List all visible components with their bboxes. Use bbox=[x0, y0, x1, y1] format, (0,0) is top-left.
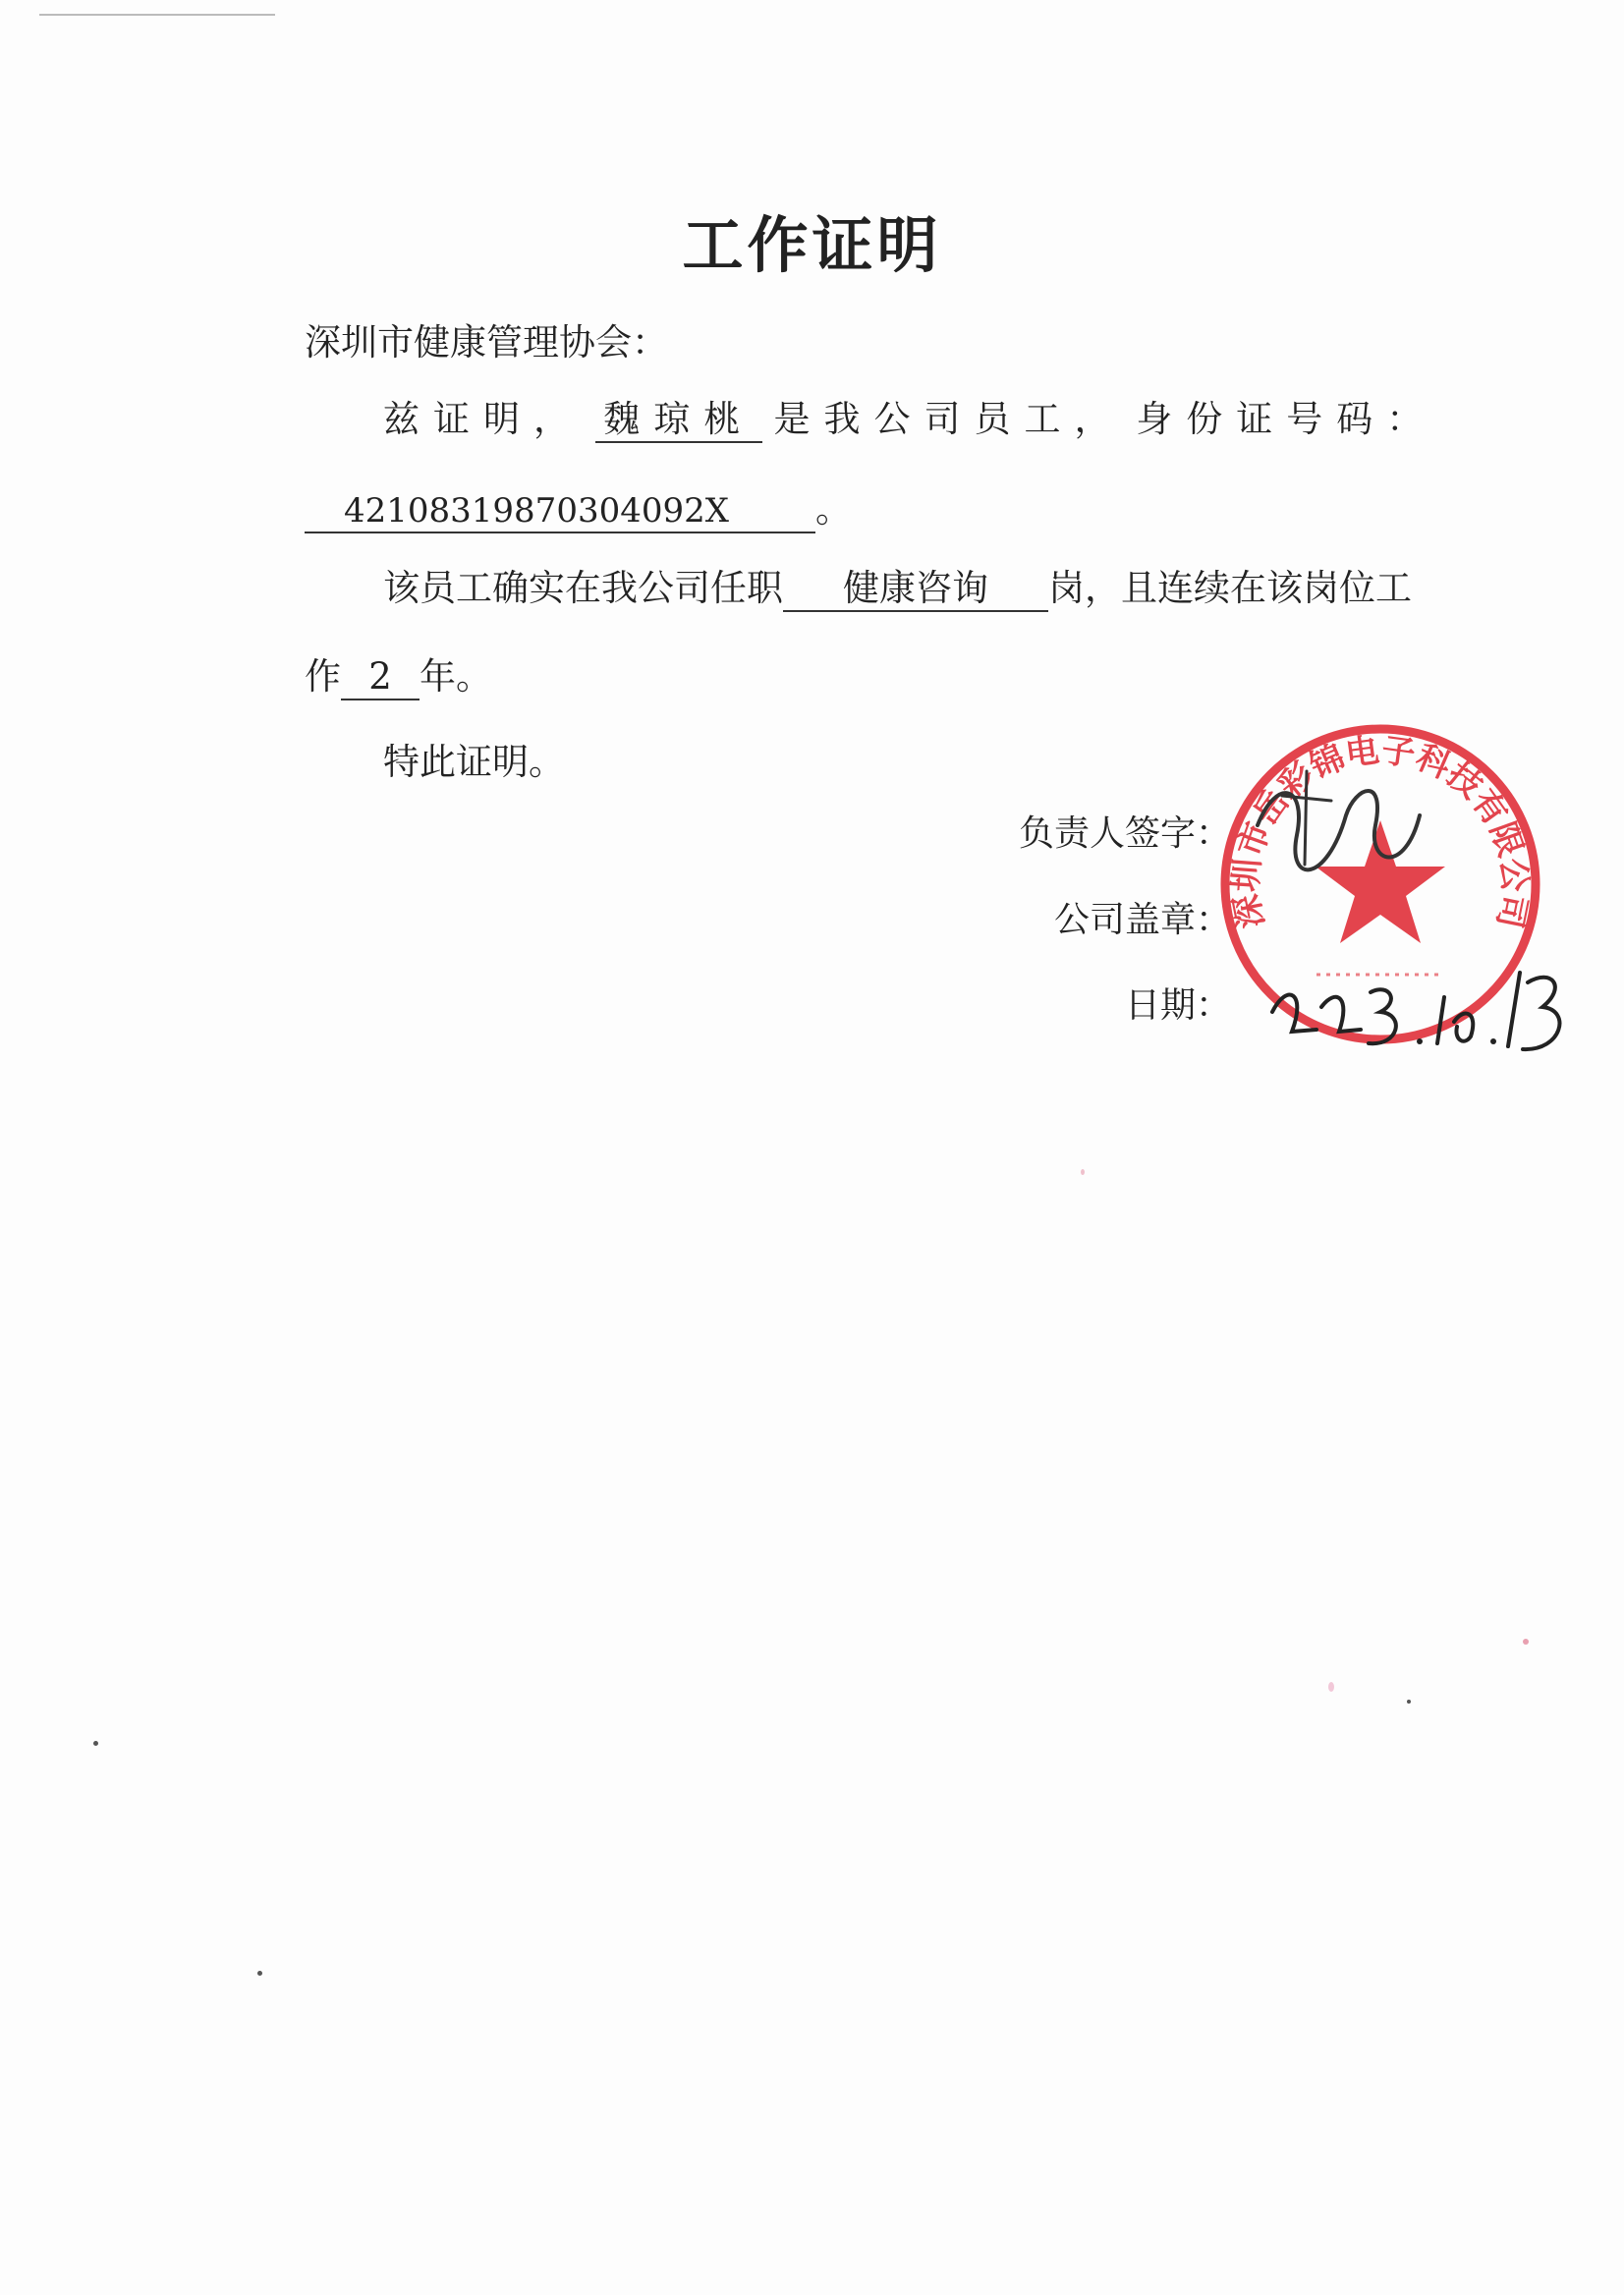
addressee: 深圳市健康管理协会： bbox=[305, 321, 668, 364]
date-label: 日期： bbox=[1124, 985, 1231, 1026]
paragraph-2 bbox=[383, 558, 1412, 612]
paragraph-3 bbox=[305, 646, 492, 700]
employee-name: 魏琼桃 bbox=[595, 398, 762, 443]
scan-speck bbox=[1407, 1700, 1411, 1704]
para3-suffix: 年。 bbox=[420, 655, 492, 698]
para1-middle: 是我公司员工， bbox=[773, 398, 1125, 440]
scan-speck bbox=[1328, 1682, 1334, 1692]
scan-speck bbox=[257, 1971, 262, 1976]
scan-speck bbox=[1081, 1169, 1085, 1175]
id-number: 42108319870304092X bbox=[305, 491, 815, 533]
id-end: 。 bbox=[815, 488, 852, 531]
closing: 特此证明。 bbox=[383, 741, 565, 783]
scan-artifact-line bbox=[39, 14, 275, 16]
scan-speck bbox=[1523, 1639, 1529, 1645]
scan-speck bbox=[93, 1741, 98, 1746]
handwritten-signature-icon bbox=[1238, 756, 1434, 914]
para3-prefix: 作 bbox=[305, 655, 341, 698]
paragraph-1 bbox=[383, 389, 1436, 443]
para1-prefix: 兹证明， bbox=[383, 398, 584, 440]
signature-label: 负责人签字： bbox=[1018, 813, 1231, 854]
position: 健康咨询 bbox=[783, 567, 1048, 612]
document-title: 工作证明 bbox=[682, 209, 942, 281]
handwritten-date-icon bbox=[1262, 953, 1577, 1061]
para1-suffix: 身份证号码： bbox=[1136, 398, 1437, 440]
id-line bbox=[305, 479, 852, 533]
para2-suffix: 岗，且连续在该岗位工 bbox=[1048, 567, 1412, 609]
seal-label: 公司盖章： bbox=[1053, 900, 1231, 940]
years: 2 bbox=[341, 655, 420, 700]
para2-prefix: 该员工确实在我公司任职 bbox=[383, 567, 783, 609]
seal-text: 深圳市岳彩锦电子科技有限公司 bbox=[1226, 730, 1535, 932]
